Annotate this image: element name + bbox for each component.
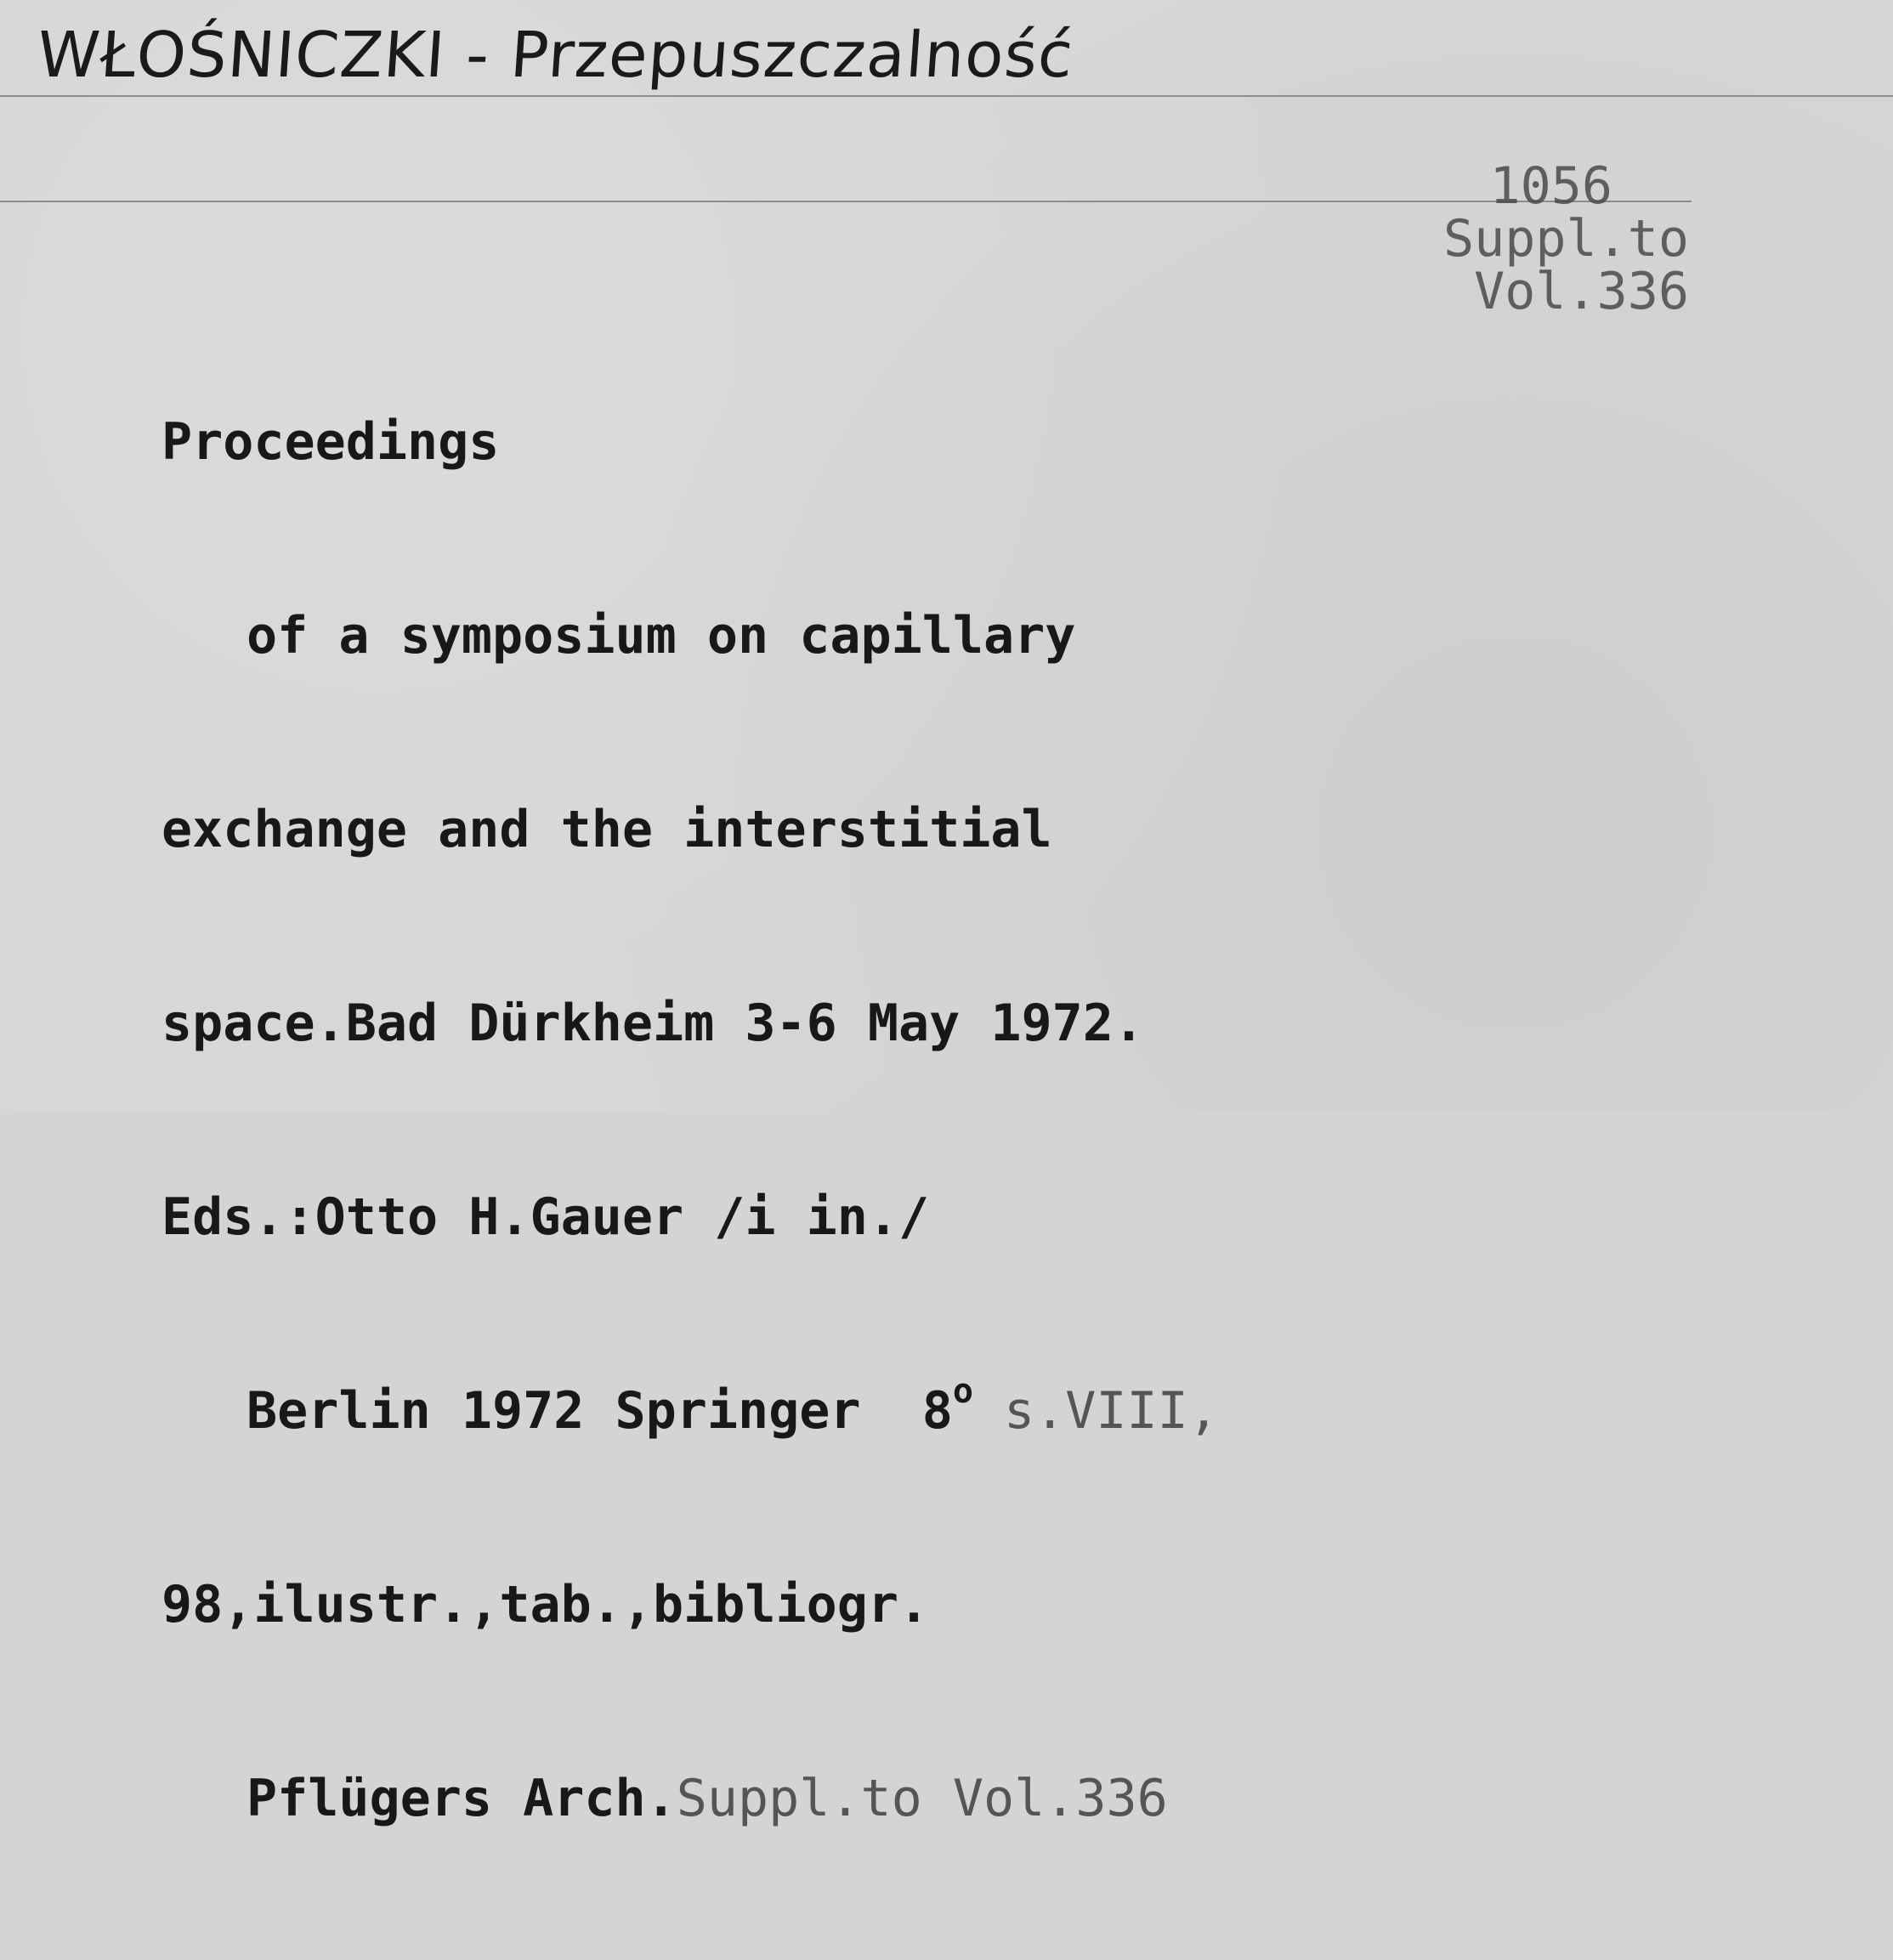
series-volume: Suppl.to Vol.336 [676, 1769, 1168, 1828]
pagination-text: s.VIII, [972, 1381, 1219, 1441]
entry-line-physical: 98,ilustr.,tab.,bibliogr. [162, 1575, 930, 1634]
entry-line-place-date: space.Bad Dürkheim 3-6 May 1972. [162, 994, 1144, 1053]
call-number-suppl: Suppl.to [1443, 209, 1689, 269]
call-number-value: 1056 [1489, 156, 1612, 216]
series-journal: Pflügers Arch. [247, 1769, 677, 1828]
imprint-text: Berlin 1972 Springer 8 [247, 1381, 953, 1441]
call-number-volume: Vol.336 [1474, 262, 1689, 321]
call-number [1443, 156, 1689, 321]
entry-line-editors: Eds.:Otto H.Gauer /i in./ [162, 1187, 930, 1247]
top-ruled-line [0, 95, 1893, 97]
entry-line-subtitle: of a symposium on capillary [247, 606, 1076, 666]
second-ruled-line [0, 201, 1692, 202]
entry-line-subtitle-cont: exchange and the interstitial [162, 800, 1052, 859]
entry-title: Proceedings [162, 412, 500, 472]
format-superscript: o [952, 1372, 973, 1411]
entry-line-imprint [162, 1372, 1219, 1443]
bibliographic-entry [162, 280, 1219, 1960]
entry-line-series [162, 1766, 1219, 1831]
subject-heading: WŁOŚNICZKI - Przepuszczalność [34, 19, 1076, 92]
